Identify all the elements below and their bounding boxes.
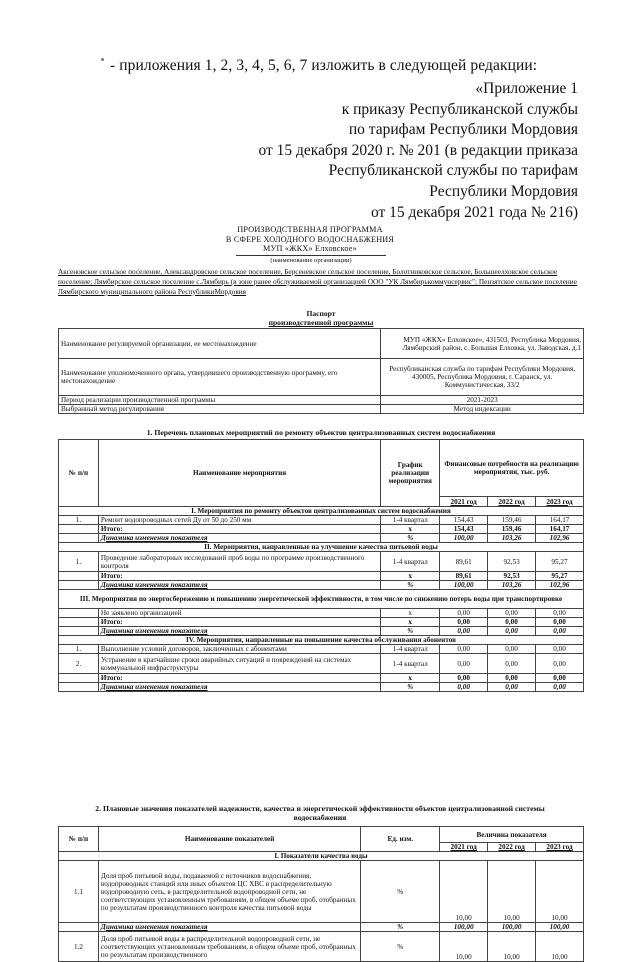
dynamics-unit: % bbox=[361, 923, 440, 932]
program-title-line: В СФЕРЕ ХОЛОДНОГО ВОДОСНАБЖЕНИЯ bbox=[225, 234, 395, 244]
row-value: 0,00 bbox=[488, 645, 536, 654]
row-name: Доля проб питьевой воды в распределительной водопроводной сети, не соответствующих установленным требованиям, в общем объеме проб, отобранных по результатам производственного bbox=[98, 932, 360, 962]
dynamics-value: 103,26 bbox=[488, 534, 536, 543]
dynamics-label: Динамика изменения показателя bbox=[98, 581, 380, 590]
table-header-row bbox=[59, 827, 584, 843]
dynamics-value: 0,00 bbox=[488, 683, 536, 692]
passport-label: Период реализации производственной программы bbox=[59, 396, 381, 405]
dynamics-row bbox=[59, 534, 584, 543]
row-value: 10,00 bbox=[440, 861, 488, 923]
dynamics-value: 0,00 bbox=[536, 683, 584, 692]
total-schedule: х bbox=[381, 525, 440, 534]
passport-row bbox=[59, 405, 584, 414]
dynamics-row bbox=[59, 627, 584, 636]
section-header: IV. Мероприятия, направленные на повышение качества обслуживания абонентов bbox=[59, 636, 584, 645]
program-title-line: ПРОИЗВОДСТВЕННАЯ ПРОГРАММА bbox=[237, 225, 383, 234]
total-value: 89,61 bbox=[440, 572, 488, 581]
total-schedule: х bbox=[381, 674, 440, 683]
row-number: 2. bbox=[59, 654, 99, 674]
passport-value: Метод индексации bbox=[381, 405, 584, 414]
scan-speck bbox=[101, 58, 104, 61]
appendix-header bbox=[218, 79, 578, 223]
dynamics-value: 102,96 bbox=[536, 534, 584, 543]
col-unit-header: Ед. изм. bbox=[361, 827, 440, 852]
year-header: 2022 год bbox=[488, 843, 536, 852]
activities-table bbox=[58, 439, 584, 692]
passport-row bbox=[59, 359, 584, 396]
section-header: I. Показатели качества воды bbox=[59, 852, 584, 861]
col-number-header: № п/п bbox=[59, 440, 99, 507]
appendix-line: Республики Мордовия bbox=[429, 182, 578, 200]
passport-title bbox=[58, 309, 584, 327]
passport-row bbox=[59, 396, 584, 405]
row-unit: % bbox=[361, 861, 440, 923]
row-value: 0,00 bbox=[488, 654, 536, 674]
dynamics-unit: % bbox=[381, 534, 440, 543]
total-row bbox=[59, 572, 584, 581]
passport-label: Наименование регулируемой организации, ее местонахождение bbox=[59, 329, 381, 359]
table-row bbox=[59, 645, 584, 654]
dynamics-unit: % bbox=[381, 581, 440, 590]
row-schedule: 1-4 квартал bbox=[381, 654, 440, 674]
col-value-header: Величина показателя bbox=[440, 827, 584, 843]
total-value: 0,00 bbox=[536, 618, 584, 627]
row-name: Устранение в кратчайшие сроки аварийных ситуаций и повреждений на системах коммунальной инфраструктуры bbox=[98, 654, 380, 674]
row-value: 10,00 bbox=[440, 932, 488, 962]
row-value: 95,27 bbox=[536, 552, 584, 572]
dynamics-value: 100,00 bbox=[536, 923, 584, 932]
dynamics-value: 100,00 bbox=[488, 923, 536, 932]
dynamics-value: 103,26 bbox=[488, 581, 536, 590]
row-schedule: х bbox=[381, 609, 440, 618]
row-value: 0,00 bbox=[536, 654, 584, 674]
dynamics-unit: % bbox=[381, 627, 440, 636]
section-header: II. Мероприятия, направленные на улучшение качества питьевой воды bbox=[59, 543, 584, 552]
row-value: 159,46 bbox=[488, 516, 536, 525]
col-schedule-header: График реализации мероприятия bbox=[381, 440, 440, 507]
row-name: Не заявлено организацией bbox=[98, 609, 380, 618]
row-value: 0,00 bbox=[536, 609, 584, 618]
dynamics-value: 0,00 bbox=[440, 627, 488, 636]
passport-title-line: Паспорт bbox=[306, 309, 336, 318]
row-value: 0,00 bbox=[488, 609, 536, 618]
row-value: 164,17 bbox=[536, 516, 584, 525]
total-schedule: х bbox=[381, 618, 440, 627]
table-row bbox=[59, 932, 584, 962]
row-value: 10,00 bbox=[488, 861, 536, 923]
row-number: 1. bbox=[59, 552, 99, 572]
table2-caption: 2. Плановые значения показателей надежности, качества и энергетической эффективности объектов централизованной системы водоснабжения bbox=[95, 804, 545, 823]
total-value: 92,53 bbox=[488, 572, 536, 581]
col-name-header: Наименование показателей bbox=[98, 827, 360, 852]
appendix-line: к приказу Республиканской службы bbox=[341, 100, 578, 118]
dynamics-value: 0,00 bbox=[488, 627, 536, 636]
row-value: 92,53 bbox=[488, 552, 536, 572]
dynamics-label: Динамика изменения показателя bbox=[98, 534, 380, 543]
row-value: 10,00 bbox=[536, 861, 584, 923]
total-value: 154,43 bbox=[440, 525, 488, 534]
col-finance-header: Финансовые потребности на реализацию мероприятия, тыс. руб. bbox=[440, 440, 584, 497]
total-schedule: х bbox=[381, 572, 440, 581]
row-value: 154,43 bbox=[440, 516, 488, 525]
dynamics-value: 102,96 bbox=[536, 581, 584, 590]
year-header: 2021 год bbox=[440, 843, 488, 852]
program-title bbox=[200, 225, 420, 254]
total-label: Итого: bbox=[98, 525, 380, 534]
indicators-table bbox=[58, 826, 584, 962]
section-header: I. Мероприятия по ремонту объектов централизованных систем водоснабжения bbox=[59, 507, 584, 516]
table-row bbox=[59, 654, 584, 674]
total-value: 0,00 bbox=[536, 674, 584, 683]
row-schedule: 1-4 квартал bbox=[381, 516, 440, 525]
year-header: 2022 год bbox=[488, 497, 536, 507]
row-schedule: 1-4 квартал bbox=[381, 552, 440, 572]
appendix-line: от 15 декабря 2020 г. № 201 (в редакции приказа bbox=[258, 141, 578, 159]
row-number: 1.1 bbox=[59, 861, 99, 923]
total-value: 0,00 bbox=[488, 618, 536, 627]
dynamics-unit: % bbox=[381, 683, 440, 692]
passport-value: 2021-2023 bbox=[381, 396, 584, 405]
dynamics-value: 100,00 bbox=[440, 581, 488, 590]
table-row bbox=[59, 516, 584, 525]
passport-row bbox=[59, 329, 584, 359]
program-org: МУП «ЖКХ» Елховское» bbox=[263, 244, 357, 254]
dynamics-label: Динамика изменения показателя bbox=[98, 923, 360, 932]
table1-caption: 1. Перечень плановых мероприятий по ремонту объектов централизованных систем водоснабжения bbox=[146, 428, 496, 437]
row-value: 0,00 bbox=[440, 654, 488, 674]
total-value: 159,46 bbox=[488, 525, 536, 534]
table-row bbox=[59, 861, 584, 923]
passport-title-line: производственной программы bbox=[268, 318, 374, 328]
total-value: 0,00 bbox=[488, 674, 536, 683]
dynamics-value: 0,00 bbox=[440, 683, 488, 692]
table-row bbox=[59, 552, 584, 572]
dynamics-value: 100,00 bbox=[440, 923, 488, 932]
row-value: 0,00 bbox=[536, 645, 584, 654]
row-value: 89,61 bbox=[440, 552, 488, 572]
row-value: 10,00 bbox=[536, 932, 584, 962]
dynamics-row bbox=[59, 923, 584, 932]
appendix-line: Республиканской службы по тарифам bbox=[328, 162, 578, 180]
table-header-row bbox=[59, 440, 584, 497]
total-row bbox=[59, 674, 584, 683]
dynamics-label: Динамика изменения показателя bbox=[98, 683, 380, 692]
passport-label: Выбранный метод регулирования bbox=[59, 405, 381, 414]
territory-text: Аксеновское сельское поселение, Александровское сельское поселение, Берсеневское сельское поселение, Болотниковское сельское, Большеелховское сельское поселение; Лямбирское сельское поселение с.Лямбирь (в зоне ранее обслуживаемой организацией ООО "УК Лямбирькоммунсервис"; Пензятское сельское поселение Лямбирского муниципального района РеспубликиМордовия bbox=[58, 267, 577, 296]
passport-label: Наименование уполномоченного органа, утвердившего производственную программу, его местонахождение bbox=[59, 359, 381, 396]
year-header: 2021 год bbox=[440, 497, 488, 507]
section-header: III. Мероприятия по энергосбережению и повышению энергетической эффективности, в том числе по снижению потерь воды при транспортировке bbox=[59, 590, 584, 609]
col-name-header: Наименование мероприятия bbox=[98, 440, 380, 507]
passport-table bbox=[58, 328, 584, 414]
table-row bbox=[59, 609, 584, 618]
year-header: 2023 год bbox=[536, 497, 584, 507]
row-unit: % bbox=[361, 932, 440, 962]
row-value: 0,00 bbox=[440, 645, 488, 654]
row-name: Ремонт водопроводных сетей Ду от 50 до 250 мм bbox=[98, 516, 380, 525]
col-number-header: № п/п bbox=[59, 827, 99, 852]
dynamics-value: 0,00 bbox=[536, 627, 584, 636]
row-name: Выполнение условий договоров, заключенных с абонентами bbox=[98, 645, 380, 654]
row-number: 1. bbox=[59, 645, 99, 654]
total-label: Итого: bbox=[98, 674, 380, 683]
row-number: 1. bbox=[59, 516, 99, 525]
passport-value: МУП «ЖКХ» Елховское», 431503, Республика Мордовия, Лямбирский район, с. Большая Елховка, ул. Заводская, д.1 bbox=[381, 329, 584, 359]
total-row bbox=[59, 525, 584, 534]
passport-value: Республиканская служба по тарифам Республики Мордовия, 430005, Республика Мордовия, г. Саранск, ул. Коммунистическая, 33/2 bbox=[381, 359, 584, 396]
total-value: 95,27 bbox=[536, 572, 584, 581]
dynamics-row bbox=[59, 683, 584, 692]
total-label: Итого: bbox=[98, 572, 380, 581]
row-value: 10,00 bbox=[488, 932, 536, 962]
total-label: Итого: bbox=[98, 618, 380, 627]
intro-line: - приложения 1, 2, 3, 4, 5, 6, 7 изложить в следующей редакции: bbox=[110, 57, 538, 74]
total-value: 0,00 bbox=[440, 618, 488, 627]
row-value: 0,00 bbox=[440, 609, 488, 618]
dynamics-label: Динамика изменения показателя bbox=[98, 627, 380, 636]
dynamics-row bbox=[59, 581, 584, 590]
total-row bbox=[59, 618, 584, 627]
row-name: Проведение лабораторных исследований проб воды по программе производственного контроля bbox=[98, 552, 380, 572]
total-value: 164,17 bbox=[536, 525, 584, 534]
row-number: 1.2 bbox=[59, 932, 99, 962]
appendix-line: от 15 декабря 2021 года № 216) bbox=[370, 203, 578, 221]
year-header: 2023 год bbox=[536, 843, 584, 852]
row-name: Доля проб питьевой воды, подаваемой с источников водоснабжения, водопроводных станций или иных объектов ЦС ХВС в распределительную водопроводную сеть, в распределительной водопроводной сети, не соответствующих установленным требованиям, в общем объеме проб, отобранных по результатам производственного контроля качества питьевой воды bbox=[98, 861, 360, 923]
appendix-line: «Приложение 1 bbox=[475, 80, 578, 97]
dynamics-value: 100,00 bbox=[440, 534, 488, 543]
total-value: 0,00 bbox=[440, 674, 488, 683]
row-schedule: 1-4 квартал bbox=[381, 645, 440, 654]
appendix-line: по тарифам Республики Мордовия bbox=[348, 121, 578, 139]
org-caption: (наименование организации) bbox=[236, 255, 386, 264]
